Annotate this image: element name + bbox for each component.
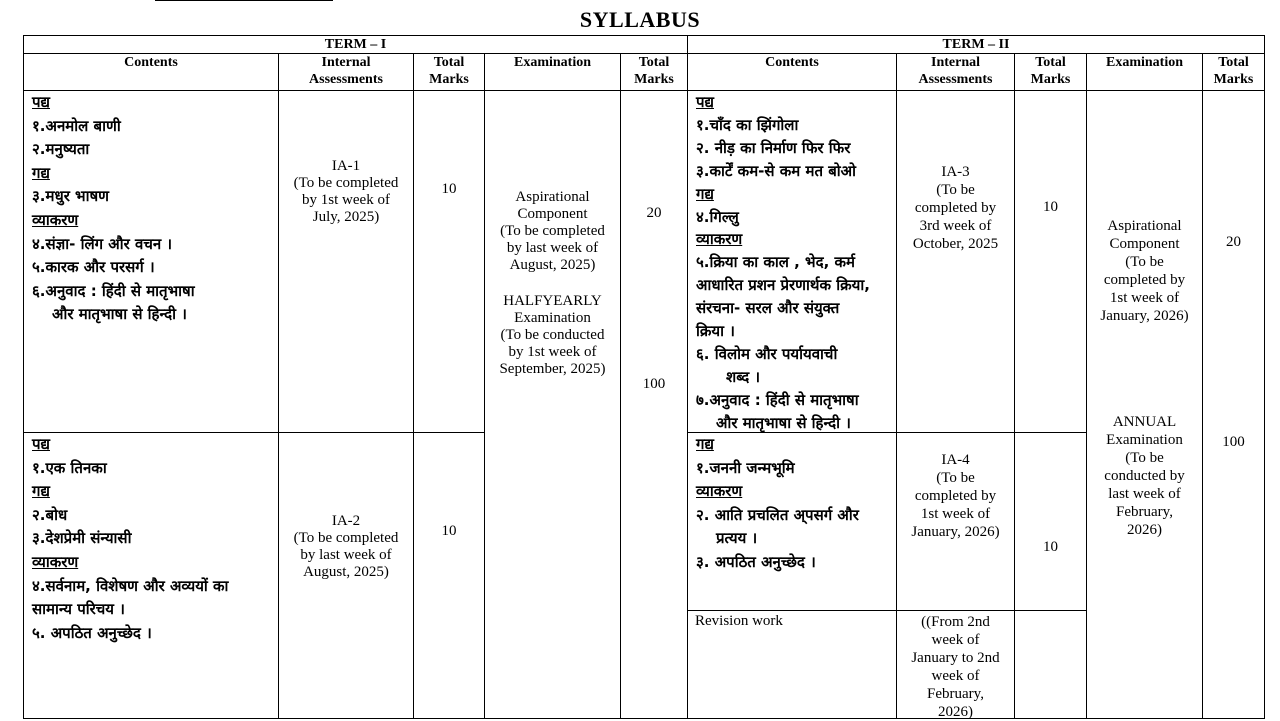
ia-text: 1st week of — [920, 506, 991, 522]
header-internal-line2: Assessments — [309, 72, 383, 87]
exam-text: Aspirational — [515, 189, 590, 205]
header-internal-line1: Internal — [931, 55, 980, 70]
exam-text: Component — [517, 206, 588, 222]
marks-value: 20 — [1226, 234, 1241, 250]
heading-poetry: पद्य — [32, 435, 50, 453]
page-title: SYLLABUS — [579, 7, 701, 32]
heading-poetry: पद्य — [696, 93, 714, 111]
lesson-item: २.बोध — [32, 505, 68, 524]
term1-ia2 — [278, 432, 414, 719]
header-contents-text: Contents — [765, 55, 819, 70]
ia-text: completed by — [914, 200, 997, 216]
revision-text: January to 2nd — [911, 650, 1000, 666]
lesson-item: १.चाँद का झिंगोला — [696, 115, 799, 134]
exam-text: Aspirational — [1107, 218, 1182, 234]
marks-value: 100 — [1222, 434, 1245, 450]
header-total-line2: Marks — [429, 72, 469, 87]
ia-text: (To be — [936, 470, 975, 486]
lesson-item: ५.कारक और परसर्ग । — [32, 258, 155, 277]
ia-label: IA-3 — [941, 164, 970, 180]
exam-text: 1st week of — [1109, 290, 1180, 306]
lesson-item: ५. अपठित अनुच्छेद । — [32, 623, 152, 642]
header-total-line1: Total — [433, 55, 465, 70]
term1-ia1-marks — [413, 90, 485, 433]
ia-text: (To be — [936, 182, 975, 198]
revision-text: February, — [927, 686, 984, 702]
header-total2-line1: Total — [638, 55, 670, 70]
term2-header-exam — [1086, 53, 1203, 91]
heading-grammar: व्याकरण — [32, 210, 79, 229]
lesson-item-continued: और मातृभाषा से हिन्दी । — [52, 305, 187, 324]
marks-value: 10 — [441, 523, 457, 539]
lesson-item-continued: सामान्य परिचय । — [32, 600, 125, 619]
exam-text: (To be conducted — [500, 327, 605, 343]
lesson-item: ४.सर्वनाम, विशेषण और अव्ययों का — [32, 576, 229, 595]
revision-text: 2026) — [938, 704, 973, 720]
heading-prose: गद्य — [32, 163, 50, 182]
ia-text: (To be completed — [293, 175, 399, 191]
header-total2-line2: Marks — [634, 72, 674, 87]
lesson-item: ३. अपठित अनुच्छेद । — [696, 552, 816, 571]
exam-text: HALFYEARLY — [503, 293, 602, 309]
term2-exam-marks — [1202, 90, 1265, 719]
exam-text: Examination — [1106, 432, 1183, 448]
term2-header-total2 — [1202, 53, 1265, 91]
lesson-item-continued: शब्द । — [726, 367, 761, 386]
exam-text: completed by — [1103, 272, 1186, 288]
term1-header-exam — [484, 53, 621, 91]
heading-prose: गद्य — [696, 184, 714, 203]
term2-ia3-marks — [1014, 90, 1087, 433]
ia-label: IA-2 — [331, 513, 361, 529]
ia-text: 3rd week of — [919, 218, 992, 234]
lesson-item: ४.संज्ञा- लिंग और वचन । — [32, 234, 173, 253]
header-total2-line1: Total — [1218, 55, 1249, 70]
exam-text: last week of — [1108, 486, 1181, 502]
term2-revision-marks — [1014, 610, 1087, 719]
term2-header-internal — [896, 53, 1015, 91]
ia-label: IA-4 — [941, 452, 970, 468]
term2-ia3 — [896, 90, 1015, 433]
ia-text: completed by — [914, 488, 997, 504]
lesson-item: ६. विलोम और पर्यायवाची — [696, 344, 838, 363]
header-internal-line1: Internal — [321, 55, 371, 70]
term1-header-internal — [278, 53, 414, 91]
syllabus-table — [23, 35, 1265, 719]
term2-block2-contents — [687, 432, 897, 611]
lesson-item: ७.अनुवाद : हिंदी से मातृभाषा — [696, 390, 859, 409]
header-contents-text: Contents — [124, 55, 178, 70]
term2-ia4-marks — [1014, 432, 1087, 611]
lesson-item: २. आति प्रचलित अ्पसर्ग और — [696, 505, 859, 524]
exam-text: (To be — [1125, 450, 1164, 466]
header-exam-text: Examination — [1105, 55, 1183, 70]
exam-text: conducted by — [1104, 468, 1185, 484]
lesson-item: ६.अनुवाद : हिंदी से मातृभाषा — [32, 281, 195, 300]
header-total-line2: Marks — [1030, 72, 1071, 87]
header-exam-text: Examination — [513, 55, 591, 70]
term1-label: TERM – I — [23, 35, 688, 54]
ia-text: by 1st week of — [302, 192, 390, 208]
lesson-item: २. नीड़ का निर्माण फिर फिर — [696, 138, 851, 157]
lesson-item: १.जननी जन्मभूमि — [696, 458, 795, 477]
lesson-item: ५.क्रिया का काल , भेद, कर्म — [696, 253, 855, 272]
term2-header-total — [1014, 53, 1087, 91]
term2-header-contents — [687, 53, 897, 91]
term2-ia4 — [896, 432, 1015, 611]
term1-header-total — [413, 53, 485, 91]
lesson-item: ३.कार्टें कम-से कम मत बोओ — [696, 161, 857, 180]
heading-grammar: व्याकरण — [696, 230, 743, 249]
exam-text: by last week of — [506, 240, 599, 256]
revision-text: week of — [931, 668, 980, 684]
ia-text: (To be completed — [293, 530, 399, 546]
lesson-item-continued: संरचना- सरल और संयुक्त — [696, 299, 840, 318]
marks-value: 20 — [646, 205, 662, 221]
marks-value: 10 — [1043, 539, 1058, 555]
revision-text: ((From 2nd — [921, 614, 990, 630]
exam-text: ANNUAL — [1112, 414, 1177, 430]
term2-examination — [1086, 90, 1203, 719]
ia-text: by last week of — [300, 547, 392, 563]
marks-value: 10 — [1043, 199, 1058, 215]
heading-poetry: पद्य — [32, 93, 50, 111]
ia-text: August, 2025) — [303, 564, 389, 580]
exam-text: (To be completed — [500, 223, 605, 239]
term1-examination — [484, 90, 621, 719]
marks-value: 10 — [441, 181, 457, 197]
ia-label: IA-1 — [331, 158, 361, 174]
lesson-item-continued: आधारित प्रशन प्रेरणार्थक क्रिया, — [696, 276, 870, 295]
exam-text: 2026) — [1127, 522, 1162, 538]
top-rule — [155, 0, 333, 1]
exam-text: February, — [1116, 504, 1173, 520]
term2-block1-contents — [687, 90, 897, 433]
term1-exam-marks — [620, 90, 688, 719]
lesson-item: १.अनमोल बाणी — [32, 116, 121, 135]
lesson-item-continued: और मातृभाषा से हिन्दी । — [716, 413, 851, 432]
heading-prose: गद्य — [696, 435, 714, 453]
lesson-item-continued: क्रिया । — [696, 322, 735, 341]
exam-text: by 1st week of — [508, 344, 597, 360]
lesson-item: ३.देशप्रेमी संन्यासी — [32, 529, 132, 548]
heading-prose: गद्य — [32, 482, 50, 501]
term1-block2-contents — [23, 432, 279, 719]
exam-text: January, 2026) — [1100, 308, 1189, 324]
lesson-item: ३.मधुर भाषण — [32, 187, 109, 206]
exam-text: Component — [1109, 236, 1180, 252]
lesson-item-continued: प्रत्यय । — [716, 529, 758, 548]
term1-header-total2 — [620, 53, 688, 91]
term1-block1-contents — [23, 90, 279, 433]
ia-text: January, 2026) — [911, 524, 1000, 540]
header-total2-line2: Marks — [1213, 72, 1254, 87]
header-total-line1: Total — [1035, 55, 1066, 70]
lesson-item: १.एक तिनका — [32, 458, 107, 477]
heading-grammar: व्याकरण — [696, 482, 743, 501]
header-internal-line2: Assessments — [918, 72, 993, 87]
exam-text: (To be — [1125, 254, 1164, 270]
exam-text: September, 2025) — [499, 361, 606, 377]
ia-text: October, 2025 — [912, 236, 999, 252]
term1-ia1 — [278, 90, 414, 433]
term2-label: TERM – II — [687, 35, 1265, 54]
lesson-item: ४.गिल्लु — [696, 207, 739, 226]
heading-grammar: व्याकरण — [32, 552, 79, 571]
exam-text: August, 2025) — [509, 257, 596, 273]
term1-header-contents — [23, 53, 279, 91]
lesson-item: २.मनुष्यता — [32, 140, 90, 159]
revision-text: week of — [931, 632, 980, 648]
term2-revision-label — [687, 610, 897, 719]
exam-text: Examination — [514, 310, 591, 326]
term2-revision-period — [896, 610, 1015, 719]
ia-text: July, 2025) — [312, 209, 380, 225]
term1-ia2-marks — [413, 432, 485, 719]
revision-text: Revision work — [695, 613, 783, 629]
marks-value: 100 — [642, 376, 666, 392]
